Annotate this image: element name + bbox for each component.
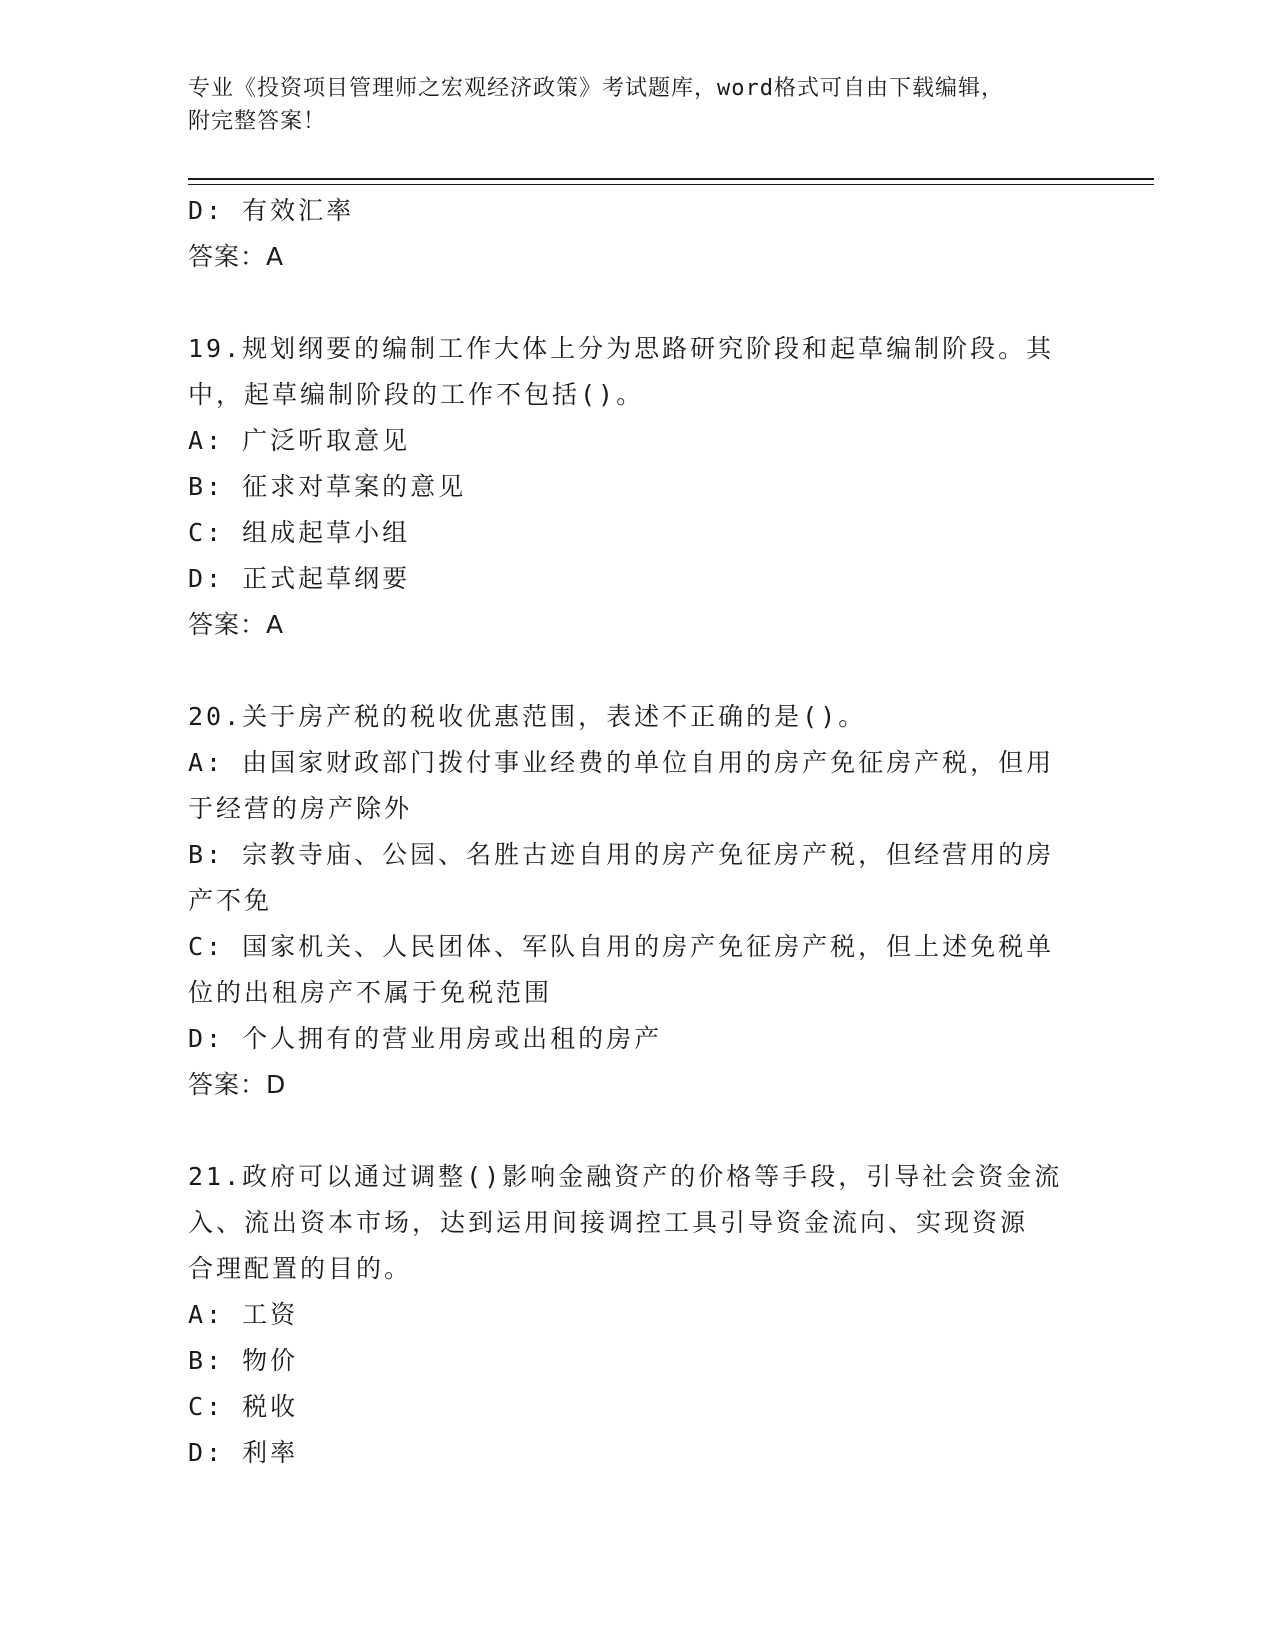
question-21 — [188, 1154, 1068, 1476]
previous-question-tail — [188, 188, 1068, 280]
question-20 — [188, 694, 1068, 1108]
option-a: A: 由国家财政部门拨付事业经费的单位自用的房产免征房产税，但用 — [188, 748, 1055, 777]
option-a: A: 工资 — [188, 1300, 299, 1329]
option-b: B: 征求对草案的意见 — [188, 472, 467, 501]
question-stem: 合理配置的目的。 — [188, 1254, 413, 1283]
question-stem: 19.规划纲要的编制工作大体上分为思路研究阶段和起草编制阶段。其 — [188, 334, 1055, 363]
option-c: C: 组成起草小组 — [188, 518, 411, 547]
option-c-continued: 位的出租房产不属于免税范围 — [188, 978, 553, 1007]
header-line-1: 专业《投资项目管理师之宏观经济政策》考试题库，word格式可自由下载编辑， — [188, 76, 1004, 101]
option-d: D: 有效汇率 — [188, 196, 355, 225]
spacer — [188, 1108, 1068, 1154]
option-d: D: 个人拥有的营业用房或出租的房产 — [188, 1024, 663, 1053]
option-b-continued: 产不免 — [188, 886, 273, 915]
option-c: C: 国家机关、人民团体、军队自用的房产免征房产税，但上述免税单 — [188, 932, 1055, 961]
header-divider-thick — [188, 178, 1154, 180]
option-c: C: 税收 — [188, 1392, 299, 1421]
answer-line: 答案：A — [188, 610, 285, 639]
option-d: D: 利率 — [188, 1438, 299, 1467]
question-stem: 中，起草编制阶段的工作不包括()。 — [188, 380, 645, 409]
answer-line: 答案：A — [188, 242, 285, 271]
option-b: B: 物价 — [188, 1346, 299, 1375]
option-a-continued: 于经营的房产除外 — [188, 794, 413, 823]
spacer — [188, 648, 1068, 694]
option-b: B: 宗教寺庙、公园、名胜古迹自用的房产免征房产税，但经营用的房 — [188, 840, 1055, 869]
question-19 — [188, 326, 1068, 648]
question-stem: 20.关于房产税的税收优惠范围，表述不正确的是()。 — [188, 702, 867, 731]
option-a: A: 广泛听取意见 — [188, 426, 411, 455]
document-body — [188, 188, 1068, 1476]
question-stem: 入、流出资本市场，达到运用间接调控工具引导资金流向、实现资源 — [188, 1208, 1029, 1237]
option-d: D: 正式起草纲要 — [188, 564, 411, 593]
answer-line: 答案：D — [188, 1070, 287, 1099]
header-divider-thin — [188, 184, 1154, 185]
question-stem: 21.政府可以通过调整()影响金融资产的价格等手段，引导社会资金流 — [188, 1162, 1063, 1191]
document-header — [188, 72, 1088, 138]
header-line-2: 附完整答案！ — [188, 109, 327, 134]
spacer — [188, 280, 1068, 326]
